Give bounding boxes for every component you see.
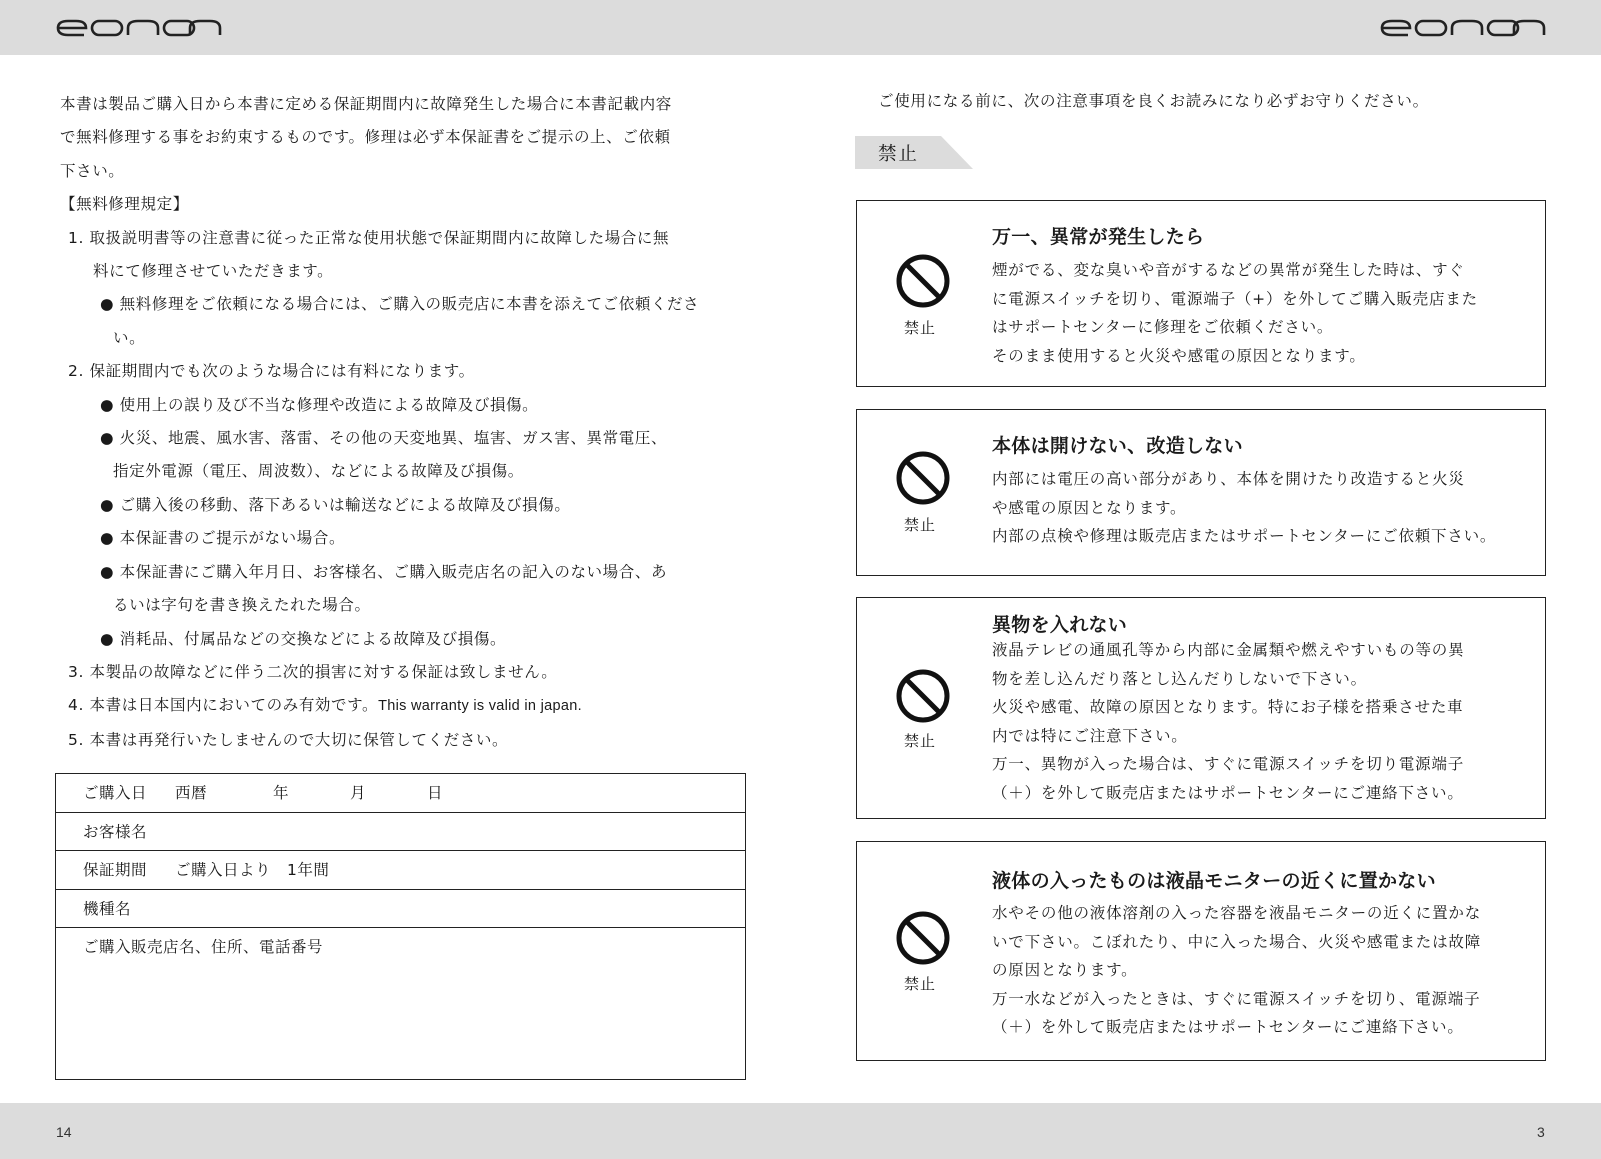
prohibited-icon (895, 253, 951, 309)
warning-line: 液晶テレビの通風孔等から内部に金属類や燃えやすいもの等の異 (992, 641, 1465, 659)
rule-item-1: 1. 取扱説明書等の注意書に従った正常な使用状態で保証期間内に故障した場合に無 (68, 228, 670, 247)
rule-bullet-cont: るいは字句を書き換えたれた場合。 (113, 596, 371, 615)
rule-bullet: ● 本保証書のご提示がない場合。 (100, 529, 346, 548)
intro-line: で無料修理する事をお約束するものです。修理は必ず本保証書をご提示の上、ご依頼 (60, 128, 671, 147)
warning-card (856, 409, 1546, 576)
customer-name-row (56, 813, 745, 852)
prohibited-icon-label: 禁止 (904, 975, 937, 993)
precautions-intro: ご使用になる前に、次の注意事項を良くお読みになり必ずお守りください。 (878, 92, 1429, 110)
prohibited-icon (895, 668, 951, 724)
rule-bullet: ● 本保証書にご購入年月日、お客様名、ご購入販売店名の記入のない場合、あ (100, 562, 668, 581)
warning-body (992, 465, 1496, 551)
rule-item-5: 5. 本書は再発行いたしませんので大切に保管してください。 (68, 730, 509, 749)
rule-bullet: ● 無料修理をご依頼になる場合には、ご購入の販売店に本書を添えてご依頼くださ (100, 295, 700, 314)
rule-bullet: ● 消耗品、付属品などの交換などによる故障及び損傷。 (100, 629, 507, 648)
rule-item-1-cont: 料にて修理させていただきます。 (93, 262, 334, 281)
purchase-date-label: ご購入日 (83, 784, 148, 802)
store-info-row (56, 928, 745, 966)
prohibited-icon-label: 禁止 (904, 732, 937, 750)
brand-logo (1380, 18, 1546, 38)
warning-line: の原因となります。 (992, 961, 1138, 979)
intro-line: 下さい。 (60, 161, 125, 180)
warning-title: 万一、異常が発生したら (992, 226, 1205, 248)
warranty-terms (60, 88, 760, 757)
warning-line: 水やその他の液体溶剤の入った容器を液晶モニターの近くに置かな (992, 904, 1482, 922)
prohibited-banner-label: 禁止 (878, 144, 920, 165)
era-label: 西暦 (175, 784, 208, 802)
header-bar (0, 0, 1601, 55)
warning-title: 液体の入ったものは液晶モニターの近くに置かない (992, 870, 1436, 892)
brand-logo (56, 18, 222, 38)
rules-heading: 【無料修理規定】 (60, 195, 189, 214)
customer-name-label: お客様名 (83, 822, 148, 841)
month-label: 月 (350, 784, 367, 802)
model-name-label: 機種名 (83, 899, 132, 918)
prohibited-icon-label: 禁止 (904, 319, 937, 337)
rule-item-4-en: This warranty is valid in japan. (378, 698, 582, 715)
warning-line: 万一水などが入ったときは、すぐに電源スイッチを切り、電源端子 (992, 989, 1481, 1008)
warning-body (992, 256, 1478, 370)
warning-line: （＋）を外して販売店またはサポートセンターにご連絡下さい。 (992, 1018, 1464, 1036)
prohibited-icon (895, 910, 951, 966)
rule-bullet-cont: い。 (113, 328, 146, 347)
warning-line: 物を差し込んだり落とし込んだりしないで下さい。 (992, 669, 1367, 688)
warning-line: 煙がでる、変な臭いや音がするなどの異常が発生した時は、すぐ (992, 261, 1465, 279)
warning-line: 内部の点検や修理は販売店またはサポートセンターにご依頼下さい。 (992, 527, 1497, 545)
warning-line: いで下さい。こぼれたり、中に入った場合、火災や感電または故障 (992, 932, 1482, 951)
store-info-label: ご購入販売店名、住所、電話番号 (83, 938, 324, 956)
warning-line: 火災や感電、故障の原因となります。特にお子様を搭乗させた車 (992, 698, 1464, 716)
model-name-row (56, 890, 745, 929)
warning-line: （＋）を外して販売店またはサポートセンターにご連絡下さい。 (992, 783, 1464, 802)
rule-bullet: ● ご購入後の移動、落下あるいは輸送などによる故障及び損傷。 (100, 495, 571, 514)
warning-title: 本体は開けない、改造しない (992, 435, 1243, 457)
warning-line: そのまま使用すると火災や感電の原因となります。 (992, 346, 1366, 365)
warning-card (856, 841, 1546, 1061)
rule-bullet: ● 使用上の誤り及び不当な修理や改造による故障及び損傷。 (100, 395, 539, 414)
warning-card (856, 597, 1546, 819)
warning-line: 万一、異物が入った場合は、すぐに電源スイッチを切り電源端子 (992, 755, 1465, 773)
rule-item-3: 3. 本製品の故障などに伴う二次的損害に対する保証は致しません。 (68, 662, 558, 681)
warranty-period-row (56, 851, 745, 890)
day-label: 日 (427, 784, 444, 802)
prohibited-icon (895, 450, 951, 506)
warning-line: 内部には電圧の高い部分があり、本体を開けたり改造すると火災 (992, 470, 1465, 488)
warning-body (992, 636, 1464, 807)
warning-line: に電源スイッチを切り、電源端子（+）を外してご購入販売店また (992, 289, 1478, 308)
prohibited-icon-label: 禁止 (904, 516, 937, 534)
footer-bar (0, 1103, 1601, 1159)
rule-item-4 (60, 689, 760, 723)
purchase-date-row (56, 774, 745, 813)
rule-item-2: 2. 保証期間内でも次のような場合には有料になります。 (68, 362, 475, 381)
rule-bullet-cont: 指定外電源（電圧、周波数）、などによる故障及び損傷。 (113, 462, 524, 481)
warranty-card-table (55, 773, 746, 1080)
warning-card (856, 200, 1546, 387)
intro-line: 本書は製品ご購入日から本書に定める保証期間内に故障発生した場合に本書記載内容 (60, 95, 672, 113)
page-number-left: 14 (56, 1124, 72, 1140)
warning-line: 内では特にご注意下さい。 (992, 726, 1188, 745)
warning-line: はサポートセンターに修理をご依頼ください。 (992, 318, 1334, 336)
year-label: 年 (273, 784, 290, 802)
warning-title: 異物を入れない (992, 614, 1128, 636)
warranty-period-value: ご購入日より 1年間 (175, 861, 330, 879)
rule-item-4-jp: 4. 本書は日本国内においてのみ有効です。 (68, 696, 379, 715)
warranty-period-label: 保証期間 (83, 861, 148, 879)
warning-line: や感電の原因となります。 (992, 498, 1187, 517)
page-number-right: 3 (1537, 1124, 1545, 1140)
rule-bullet: ● 火災、地震、風水害、落雷、その他の天変地異、塩害、ガス害、異常電圧、 (100, 429, 668, 448)
warning-body (992, 899, 1481, 1042)
